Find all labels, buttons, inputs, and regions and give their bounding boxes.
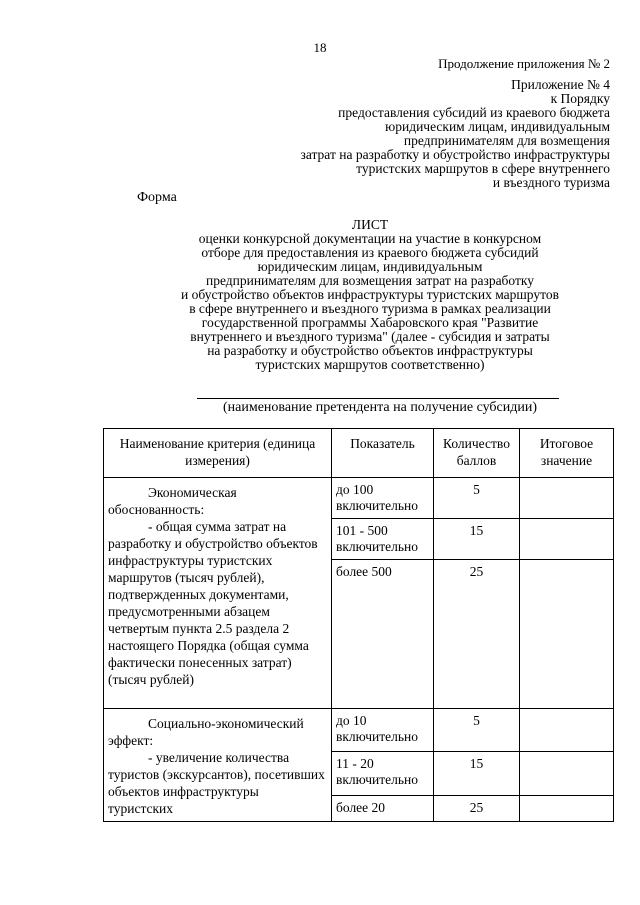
points-cell: 15	[434, 752, 520, 795]
indicator-cell: более 20	[332, 795, 434, 821]
indicator-cell: до 10 включительно	[332, 709, 434, 752]
continuation-note: Продолжение приложения № 2	[438, 56, 610, 71]
points-cell: 5	[434, 478, 520, 519]
criterion-title: Экономическая обоснованность:	[108, 485, 237, 517]
appendix-line: юридическим лицам, индивидуальным	[385, 119, 610, 134]
page-number: 18	[313, 40, 327, 55]
appendix-line: туристских маршрутов в сфере внутреннего	[356, 161, 610, 176]
total-cell[interactable]	[520, 519, 614, 560]
sheet-line: государственной программы Хабаровского края "Развитие	[201, 315, 539, 330]
total-cell[interactable]	[520, 560, 614, 709]
sheet-line: в сфере внутреннего и въездного туризма в рамках реализации	[189, 301, 551, 316]
header-criterion: Наименование критерия (единица измерения)	[104, 429, 332, 478]
points-cell: 15	[434, 519, 520, 560]
criteria-table	[103, 428, 614, 822]
sheet-line: на разработку и обустройство объектов инфраструктуры	[207, 343, 533, 358]
appendix-line: Приложение № 4	[511, 77, 610, 92]
appendix-line: и въездного туризма	[492, 175, 610, 190]
indicator-cell: 11 - 20 включительно	[332, 752, 434, 795]
indicator-cell: 101 - 500 включительно	[332, 519, 434, 560]
criterion-detail: - увеличение количества туристов (экскурсантов), посетивших объектов инфраструктуры туристских	[108, 750, 325, 816]
sheet-line: внутреннего и въездного туризма" (далее - субсидия и затраты	[190, 329, 550, 344]
sheet-line: и обустройство объектов инфраструктуры туристских маршрутов	[181, 287, 559, 302]
total-cell[interactable]	[520, 795, 614, 821]
header-indicator: Показатель	[332, 429, 434, 478]
sheet-line: туристских маршрутов соответственно)	[255, 357, 485, 372]
sheet-heading	[150, 218, 590, 372]
appendix-line: затрат на разработку и обустройство инфраструктуры	[300, 147, 610, 162]
criterion-cell	[104, 478, 332, 709]
indicator-cell: более 500	[332, 560, 434, 709]
sheet-line: отборе для предоставления из краевого бюджета субсидий	[201, 245, 539, 260]
header-points: Количество баллов	[434, 429, 520, 478]
criterion-detail: - общая сумма затрат на разработку и обустройство объектов инфраструктуры туристских маршрутов (тысяч рублей), подтвержденных документами, предусмотренными абзацем четвертым пункта 2.5 раздела 2 настоящего Порядка (общая сумма фактически понесенных затрат) (тысяч рублей)	[108, 519, 318, 687]
appendix-header	[190, 78, 610, 190]
criterion-title: Социально-экономический эффект:	[108, 716, 304, 748]
total-cell[interactable]	[520, 709, 614, 752]
total-cell[interactable]	[520, 752, 614, 795]
appendix-line: предпринимателям для возмещения	[403, 133, 610, 148]
points-cell: 5	[434, 709, 520, 752]
applicant-name-line[interactable]	[197, 398, 559, 399]
sheet-line: предпринимателям для возмещения затрат на разработку	[205, 273, 535, 288]
table-row	[104, 478, 614, 519]
points-cell: 25	[434, 560, 520, 709]
applicant-caption: (наименование претендента на получение субсидии)	[222, 400, 538, 415]
sheet-line: юридическим лицам, индивидуальным	[257, 259, 483, 274]
sheet-title: ЛИСТ	[351, 217, 389, 232]
total-cell[interactable]	[520, 478, 614, 519]
header-total: Итоговое значение	[520, 429, 614, 478]
points-cell: 25	[434, 795, 520, 821]
table-header-row	[104, 429, 614, 478]
form-label: Форма	[137, 190, 177, 205]
sheet-line: оценки конкурсной документации на участие в конкурсном	[198, 231, 542, 246]
indicator-cell: до 100 включительно	[332, 478, 434, 519]
criterion-cell	[104, 709, 332, 822]
appendix-line: к Порядку	[550, 91, 610, 106]
appendix-line: предоставления субсидий из краевого бюджета	[338, 105, 610, 120]
table-row	[104, 709, 614, 752]
